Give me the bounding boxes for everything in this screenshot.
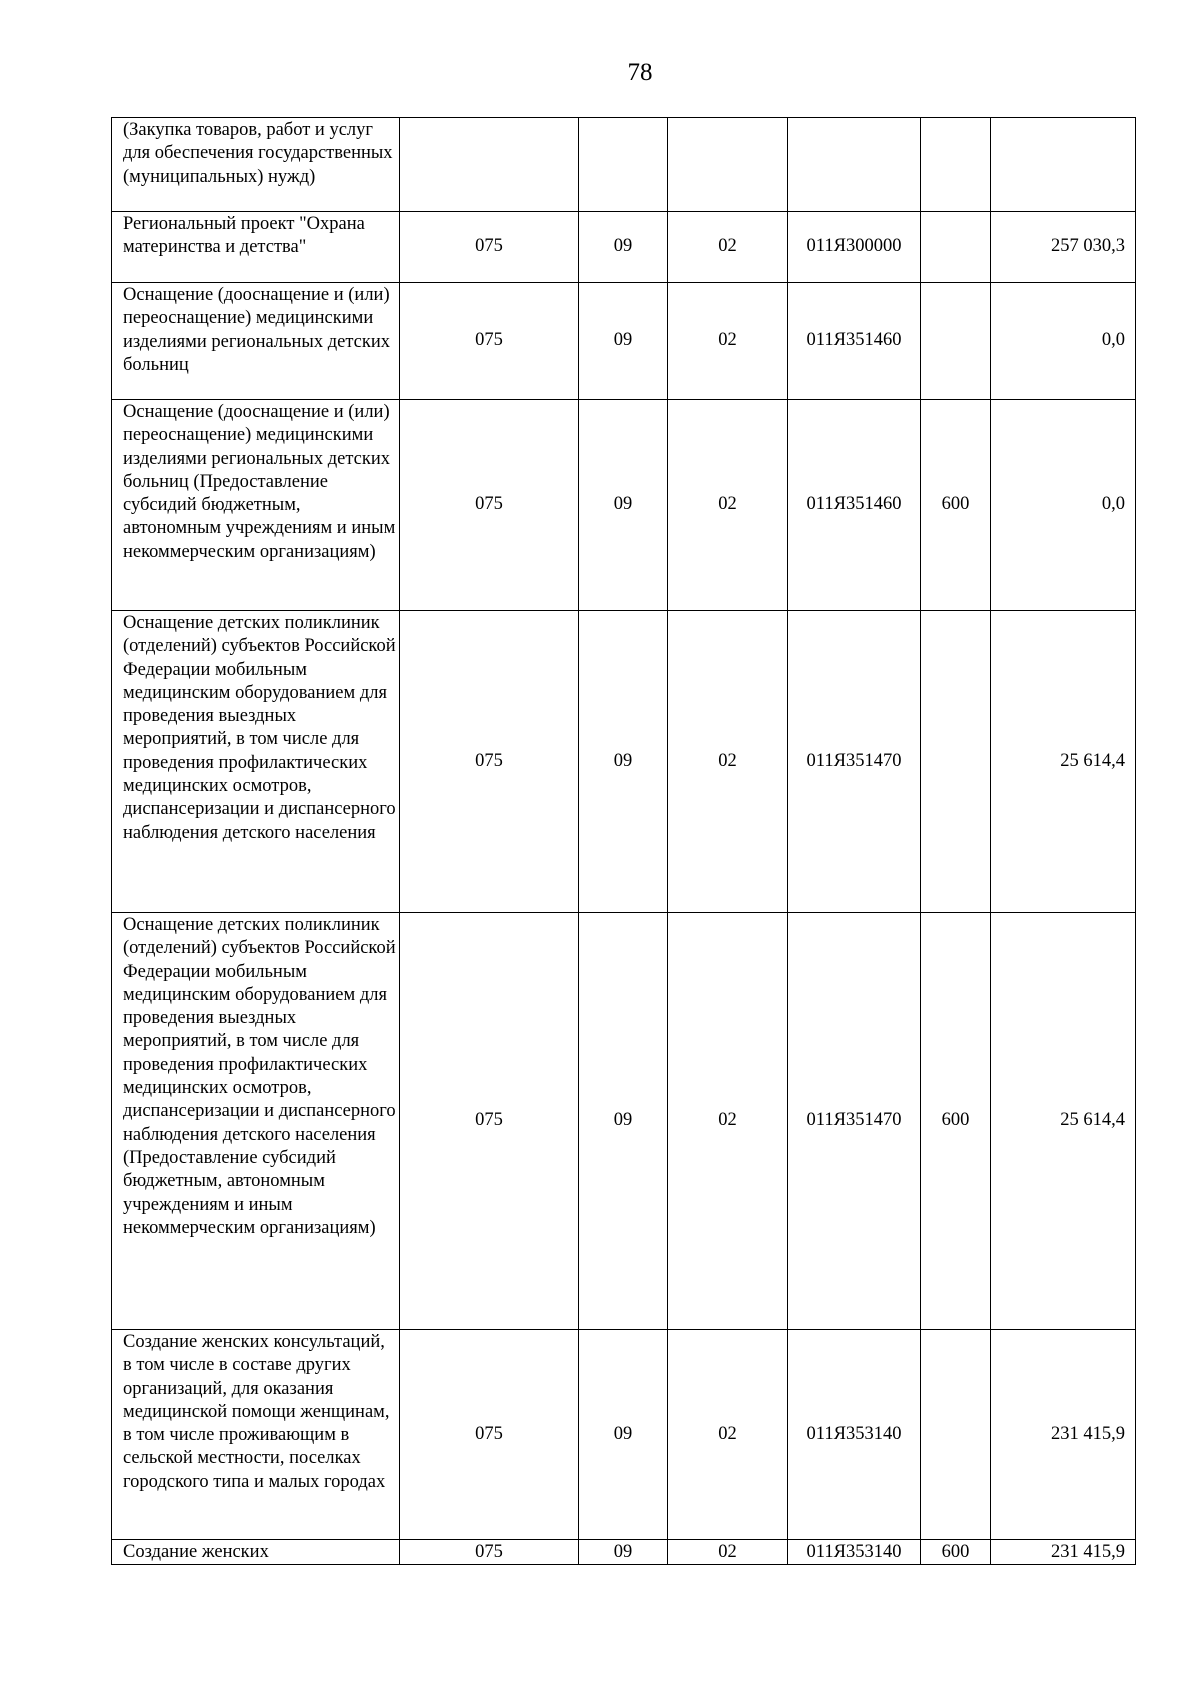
row-section-code: 09 — [579, 400, 668, 611]
row-target-code: 011Я353140 — [788, 1330, 921, 1540]
row-amount: 231 415,9 — [991, 1540, 1136, 1565]
row-expense-type — [921, 283, 991, 400]
row-target-code: 011Я351460 — [788, 400, 921, 611]
row-name: Региональный проект "Охрана материнства и детства" — [112, 212, 400, 283]
table-row — [112, 118, 1136, 212]
row-subsection-code: 02 — [668, 400, 788, 611]
row-ministry-code: 075 — [400, 913, 579, 1330]
row-name: Оснащение детских поликлиник (отделений) субъектов Российской Федерации мобильным медицинским оборудованием для проведения выездных мероприятий, в том числе для проведения профилактических медицинских осмотров, диспансеризации и диспансерного наблюдения детского населения — [112, 611, 400, 913]
row-target-code: 011Я353140 — [788, 1540, 921, 1565]
row-expense-type — [921, 1330, 991, 1540]
row-subsection-code: 02 — [668, 1540, 788, 1565]
row-name: Оснащение (дооснащение и (или) переоснащение) медицинскими изделиями региональных детских больниц — [112, 283, 400, 400]
row-expense-type: 600 — [921, 913, 991, 1330]
row-amount — [991, 118, 1136, 212]
row-subsection-code: 02 — [668, 611, 788, 913]
row-section-code: 09 — [579, 283, 668, 400]
row-subsection-code — [668, 118, 788, 212]
row-name: Создание женских консультаций, в том числе в составе других организаций, для оказания медицинской помощи женщинам, в том числе проживающим в сельской местности, поселках городского типа и малых городах — [112, 1330, 400, 1540]
row-section-code: 09 — [579, 1540, 668, 1565]
row-ministry-code: 075 — [400, 1330, 579, 1540]
table-row — [112, 1330, 1136, 1540]
row-ministry-code: 075 — [400, 400, 579, 611]
table-row — [112, 611, 1136, 913]
row-amount: 231 415,9 — [991, 1330, 1136, 1540]
row-amount: 25 614,4 — [991, 913, 1136, 1330]
row-expense-type — [921, 611, 991, 913]
table-row — [112, 913, 1136, 1330]
row-ministry-code: 075 — [400, 212, 579, 283]
row-section-code: 09 — [579, 611, 668, 913]
row-target-code — [788, 118, 921, 212]
table-row — [112, 212, 1136, 283]
row-ministry-code: 075 — [400, 1540, 579, 1565]
row-section-code: 09 — [579, 212, 668, 283]
row-ministry-code: 075 — [400, 611, 579, 913]
table-row — [112, 1540, 1136, 1565]
row-target-code: 011Я351470 — [788, 611, 921, 913]
row-section-code: 09 — [579, 913, 668, 1330]
row-name: (Закупка товаров, работ и услуг для обеспечения государственных (муниципальных) нужд) — [112, 118, 400, 212]
row-name: Создание женских — [112, 1540, 400, 1565]
row-amount: 0,0 — [991, 400, 1136, 611]
row-expense-type — [921, 118, 991, 212]
row-name: Оснащение детских поликлиник (отделений) субъектов Российской Федерации мобильным медицинским оборудованием для проведения выездных мероприятий, в том числе для проведения профилактических медицинских осмотров, диспансеризации и диспансерного наблюдения детского населения (Предоставление субсидий бюджетным, автономным учреждениям и иным некоммерческим организациям) — [112, 913, 400, 1330]
row-section-code — [579, 118, 668, 212]
row-subsection-code: 02 — [668, 913, 788, 1330]
table-row — [112, 400, 1136, 611]
row-amount: 0,0 — [991, 283, 1136, 400]
row-subsection-code: 02 — [668, 1330, 788, 1540]
row-target-code: 011Я351460 — [788, 283, 921, 400]
row-section-code: 09 — [579, 1330, 668, 1540]
budget-table — [111, 117, 1136, 1565]
row-target-code: 011Я300000 — [788, 212, 921, 283]
row-expense-type: 600 — [921, 1540, 991, 1565]
row-target-code: 011Я351470 — [788, 913, 921, 1330]
row-subsection-code: 02 — [668, 212, 788, 283]
row-name: Оснащение (дооснащение и (или) переоснащение) медицинскими изделиями региональных детских больниц (Предоставление субсидий бюджетным, автономным учреждениям и иным некоммерческим организациям) — [112, 400, 400, 611]
row-expense-type — [921, 212, 991, 283]
row-amount: 257 030,3 — [991, 212, 1136, 283]
table-row — [112, 283, 1136, 400]
row-ministry-code: 075 — [400, 283, 579, 400]
page-number: 78 — [627, 59, 653, 86]
row-subsection-code: 02 — [668, 283, 788, 400]
row-amount: 25 614,4 — [991, 611, 1136, 913]
row-ministry-code — [400, 118, 579, 212]
row-expense-type: 600 — [921, 400, 991, 611]
